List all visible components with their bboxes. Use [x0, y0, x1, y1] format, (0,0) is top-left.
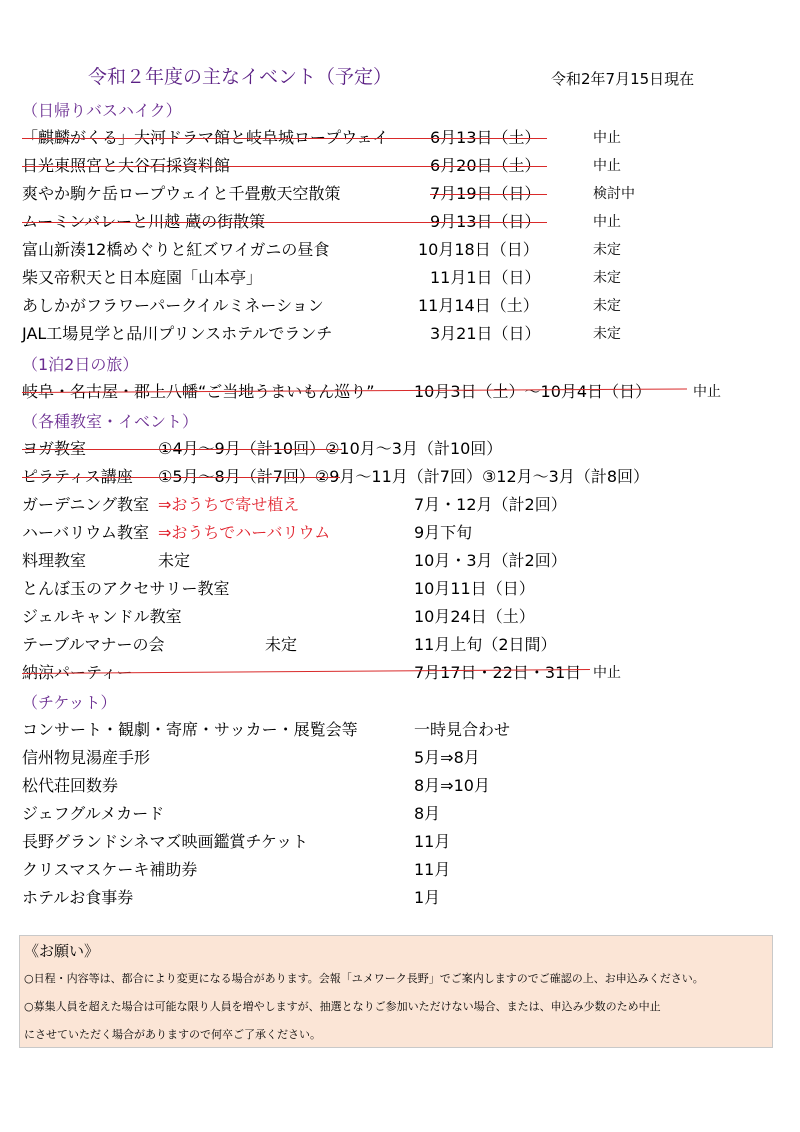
event-status: 未定 [593, 298, 621, 314]
class-date: 10月11日（日） [414, 579, 535, 598]
list-item [0, 379, 800, 407]
ticket-date: 一時見合わせ [414, 720, 511, 739]
class-name: ガーデニング教室 [22, 495, 150, 514]
ticket-date: 5月⇒8月 [414, 748, 480, 767]
section-day-bus: （日帰りバスハイク） [22, 101, 182, 120]
list-item [0, 604, 800, 632]
strikethrough-line [22, 449, 342, 450]
event-name: 「麒麟がくる」大河ドラマ館と岐阜城ロープウェイ [22, 128, 389, 147]
event-name: 爽やか駒ケ岳ロープウェイと千畳敷天空散策 [22, 184, 341, 203]
event-status: 中止 [593, 158, 621, 174]
notice-line: ○日程・内容等は、都合により変更になる場合があります。会報「ユメワーク長野」でご案内しますのでご確認の上、お申込みください。 [24, 972, 704, 985]
class-date: 10月・3月（計2回） [414, 551, 567, 570]
event-date: 10月18日（日） [418, 240, 539, 259]
list-item [0, 293, 800, 321]
event-date: 3月21日（日） [430, 324, 541, 343]
section-tickets: （チケット） [22, 693, 117, 712]
ticket-date: 1月 [414, 888, 441, 907]
class-name: 料理教室 [22, 551, 87, 570]
list-item [0, 857, 800, 885]
event-status: 中止 [693, 384, 721, 400]
list-item [0, 153, 800, 181]
event-status: 未定 [593, 326, 621, 342]
list-item [0, 885, 800, 913]
list-item [0, 745, 800, 773]
event-name: ムーミンバレーと川越 蔵の街散策 [22, 212, 266, 231]
class-detail: ①4月～9月（計10回）②10月～3月（計10回） [158, 439, 503, 458]
notice-box [19, 935, 773, 1048]
notice-title: 《お願い》 [24, 942, 100, 960]
list-item [0, 520, 800, 548]
event-name: JAL工場見学と品川プリンスホテルでランチ [22, 324, 333, 343]
page-title: 令和２年度の主なイベント（予定） [88, 66, 393, 88]
class-date: 7月17日・22日・31日 [414, 663, 582, 682]
class-note: ⇒おうちで寄せ植え [158, 495, 300, 514]
list-item [0, 125, 800, 153]
list-item [0, 576, 800, 604]
list-item [0, 492, 800, 520]
strikethrough-line [22, 477, 340, 478]
ticket-date: 11月 [414, 860, 451, 879]
event-name: 富山新湊12橋めぐりと紅ズワイガニの昼食 [22, 240, 330, 259]
list-item [0, 321, 800, 349]
event-date: 9月13日（日） [430, 212, 541, 231]
class-name: とんぼ玉のアクセサリー教室 [22, 579, 230, 598]
class-date: 10月24日（土） [414, 607, 535, 626]
class-name: ヨガ教室 [22, 439, 87, 458]
class-note: 未定 [265, 635, 298, 654]
event-date: 11月14日（土） [418, 296, 539, 315]
ticket-name: ホテルお食事券 [22, 888, 134, 907]
list-item [0, 237, 800, 265]
strikethrough-line [22, 166, 547, 167]
list-item [0, 632, 800, 660]
ticket-name: 長野グランドシネマズ映画鑑賞チケット [22, 832, 309, 851]
ticket-name: コンサート・観劇・寄席・サッカー・展覧会等 [22, 720, 358, 739]
class-name: 納涼パーティー [22, 663, 133, 682]
ticket-name: 松代荘回数券 [22, 776, 119, 795]
event-date: 11月1日（日） [430, 268, 541, 287]
list-item [0, 436, 800, 464]
class-note: ⇒おうちでハーバリウム [158, 523, 331, 542]
list-item [0, 464, 800, 492]
ticket-date: 8月⇒10月 [414, 776, 490, 795]
ticket-name: ジェフグルメカード [22, 804, 165, 823]
event-status: 中止 [593, 130, 621, 146]
as-of-date: 令和2年7月15日現在 [551, 70, 695, 88]
class-note: 未定 [158, 551, 191, 570]
event-name: 岐阜・名古屋・郡上八幡“ご当地うまいもん巡り” [22, 382, 375, 401]
list-item [0, 717, 800, 745]
class-date: 9月下旬 [414, 523, 473, 542]
notice-line: にさせていただく場合がありますので何卒ご了承ください。 [24, 1028, 321, 1041]
event-status: 中止 [593, 665, 621, 681]
ticket-date: 8月 [414, 804, 441, 823]
class-name: テーブルマナーの会 [22, 635, 165, 654]
event-status: 未定 [593, 242, 621, 258]
event-status: 中止 [593, 214, 621, 230]
strikethrough-line [430, 194, 547, 195]
class-detail: ①5月～8月（計7回）②9月～11月（計7回）③12月～3月（計8回） [158, 467, 650, 486]
event-name: 柴又帝釈天と日本庭園「山本亭」 [22, 268, 263, 287]
section-classes: （各種教室・イベント） [22, 412, 199, 431]
event-date: 6月20日（土） [430, 156, 541, 175]
event-status: 未定 [593, 270, 621, 286]
class-name: ジェルキャンドル教室 [22, 607, 182, 626]
class-date: 11月上旬（2日間） [414, 635, 557, 654]
strikethrough-line [22, 222, 547, 223]
event-status: 検討中 [593, 186, 635, 202]
ticket-name: クリスマスケーキ補助券 [22, 860, 198, 879]
event-date: 6月13日（土） [430, 128, 541, 147]
ticket-name: 信州物見湯産手形 [22, 748, 151, 767]
list-item [0, 181, 800, 209]
strikethrough-line [22, 138, 547, 139]
notice-line: ○募集人員を超えた場合は可能な限り人員を増やしますが、抽選となりご参加いただけない場合、または、申込み少数のため中止 [24, 1000, 661, 1013]
list-item [0, 829, 800, 857]
list-item [0, 773, 800, 801]
class-name: ハーバリウム教室 [22, 523, 150, 542]
event-name: あしかがフラワーパークイルミネーション [22, 296, 324, 315]
class-name: ピラティス講座 [22, 467, 133, 486]
ticket-date: 11月 [414, 832, 451, 851]
section-overnight: （1泊2日の旅） [22, 355, 139, 374]
event-date: 7月19日（日） [430, 184, 541, 203]
list-item [0, 548, 800, 576]
list-item [0, 660, 800, 688]
event-date: 10月3日（土）～10月4日（日） [414, 382, 652, 401]
event-name: 日光東照宮と大谷石採資料館 [22, 156, 231, 175]
class-date: 7月・12月（計2回） [414, 495, 567, 514]
list-item [0, 209, 800, 237]
list-item [0, 801, 800, 829]
list-item [0, 265, 800, 293]
